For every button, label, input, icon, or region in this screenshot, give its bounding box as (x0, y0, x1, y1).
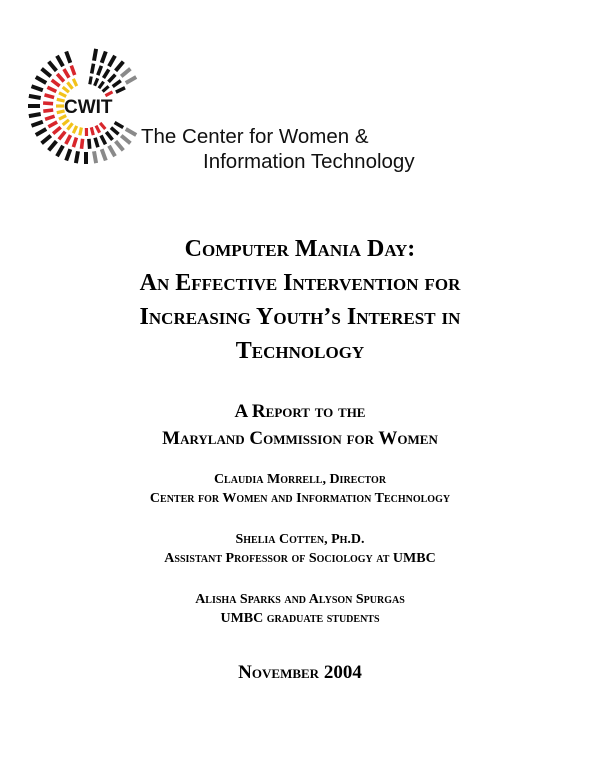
sunburst-ray (109, 75, 116, 82)
sunburst-ray (106, 132, 112, 140)
sunburst-ray (57, 56, 63, 66)
sunburst-ray (42, 69, 51, 77)
sunburst-ray (100, 123, 105, 129)
sunburst-ray (32, 86, 43, 90)
sunburst-ray (73, 79, 76, 86)
title-line-2: An Effective Intervention for (139, 270, 461, 296)
sunburst-ray (29, 96, 41, 98)
sunburst-ray (102, 149, 106, 160)
sunburst-ray (105, 92, 112, 96)
sunburst-ray (115, 123, 124, 128)
sunburst-ray (43, 110, 53, 111)
sunburst-ray (90, 77, 91, 85)
sunburst-ray (43, 103, 53, 104)
sunburst-ray (76, 151, 78, 163)
sunburst-ray (57, 74, 64, 82)
org-name-line2: Information Technology (203, 150, 415, 173)
sunburst-ray (71, 66, 74, 75)
author-block-2 (0, 530, 600, 568)
title-line-4: Technology (235, 338, 365, 364)
org-name-line1: The Center for Women & (141, 125, 369, 148)
sunburst-ray (73, 126, 76, 133)
sunburst-ray (104, 70, 109, 79)
sunburst-ray (91, 127, 93, 135)
sunburst-ray (36, 77, 46, 83)
sunburst-ray (52, 80, 60, 86)
sunburst-ray (59, 93, 66, 97)
sunburst-ray (29, 114, 41, 116)
sunburst-ray (63, 120, 69, 125)
sunburst-ray (101, 135, 106, 144)
author-block-1 (0, 470, 600, 508)
sunburst-ray (53, 127, 61, 133)
sunburst-ray (66, 52, 70, 63)
author-role: UMBC graduate students (220, 611, 380, 626)
subtitle-line-2: Maryland Commission for Women (162, 428, 438, 449)
sunburst-ray (116, 141, 124, 150)
sunburst-ray (63, 87, 69, 92)
cwit-sunburst-icon (28, 40, 158, 175)
sunburst-ray (92, 64, 94, 74)
sunburst-ray (68, 123, 73, 129)
sunburst-ray (64, 69, 69, 78)
report-title (0, 232, 600, 368)
sunburst-ray (94, 151, 96, 163)
sunburst-ray (109, 56, 115, 66)
sunburst-ray (99, 82, 104, 89)
sunburst-ray (45, 95, 55, 98)
sunburst-ray (103, 86, 109, 91)
sunburst-ray (89, 139, 90, 149)
sunburst-ray (95, 78, 98, 85)
sunburst-ray (49, 62, 57, 71)
sunburst-ray (98, 66, 102, 75)
sunburst-ray (45, 116, 55, 119)
title-line-3: Increasing Youth’s Interest in (139, 304, 461, 330)
author-block-3 (0, 590, 600, 628)
sunburst-ray (94, 49, 96, 61)
sunburst-ray (42, 136, 51, 144)
sunburst-ray (126, 129, 136, 135)
sunburst-ray (95, 138, 98, 148)
sunburst-ray (102, 52, 106, 63)
title-line-1: Computer Mania Day: (184, 236, 416, 262)
sunburst-ray (80, 128, 82, 136)
sunburst-ray (113, 81, 121, 87)
sunburst-ray (96, 126, 100, 133)
sunburst-ray (121, 136, 130, 144)
cwit-logo (28, 40, 428, 175)
sunburst-ray (49, 141, 57, 150)
sunburst-ray (126, 77, 136, 83)
sunburst-ray (47, 87, 56, 91)
author-role: Assistant Professor of Sociology at UMBC (164, 551, 436, 566)
sunburst-ray (66, 135, 71, 144)
sunburst-ray (121, 69, 130, 77)
sunburst-ray (66, 149, 70, 160)
author-name: Claudia Morrell, Director (213, 472, 387, 487)
sunburst-ray (48, 122, 57, 127)
sunburst-ray (32, 122, 43, 126)
sunburst-ray (73, 138, 76, 148)
sunburst-ray (36, 129, 46, 135)
author-name: Alisha Sparks and Alyson Spurgas (195, 592, 405, 607)
report-date: November 2004 (238, 662, 362, 683)
sunburst-ray (57, 146, 63, 156)
sunburst-ray (109, 146, 115, 156)
author-name: Shelia Cotten, Ph.D. (235, 532, 365, 547)
sunburst-ray (111, 128, 119, 135)
subtitle-line-1: A Report to the (234, 401, 366, 422)
sunburst-ray (59, 132, 65, 140)
author-role: Center for Women and Information Technology (149, 491, 451, 506)
logo-acronym: CWIT (64, 97, 113, 118)
sunburst-ray (116, 62, 124, 71)
sunburst-ray (82, 139, 83, 149)
sunburst-ray (116, 88, 125, 92)
report-subtitle (0, 398, 600, 452)
sunburst-ray (68, 82, 73, 88)
